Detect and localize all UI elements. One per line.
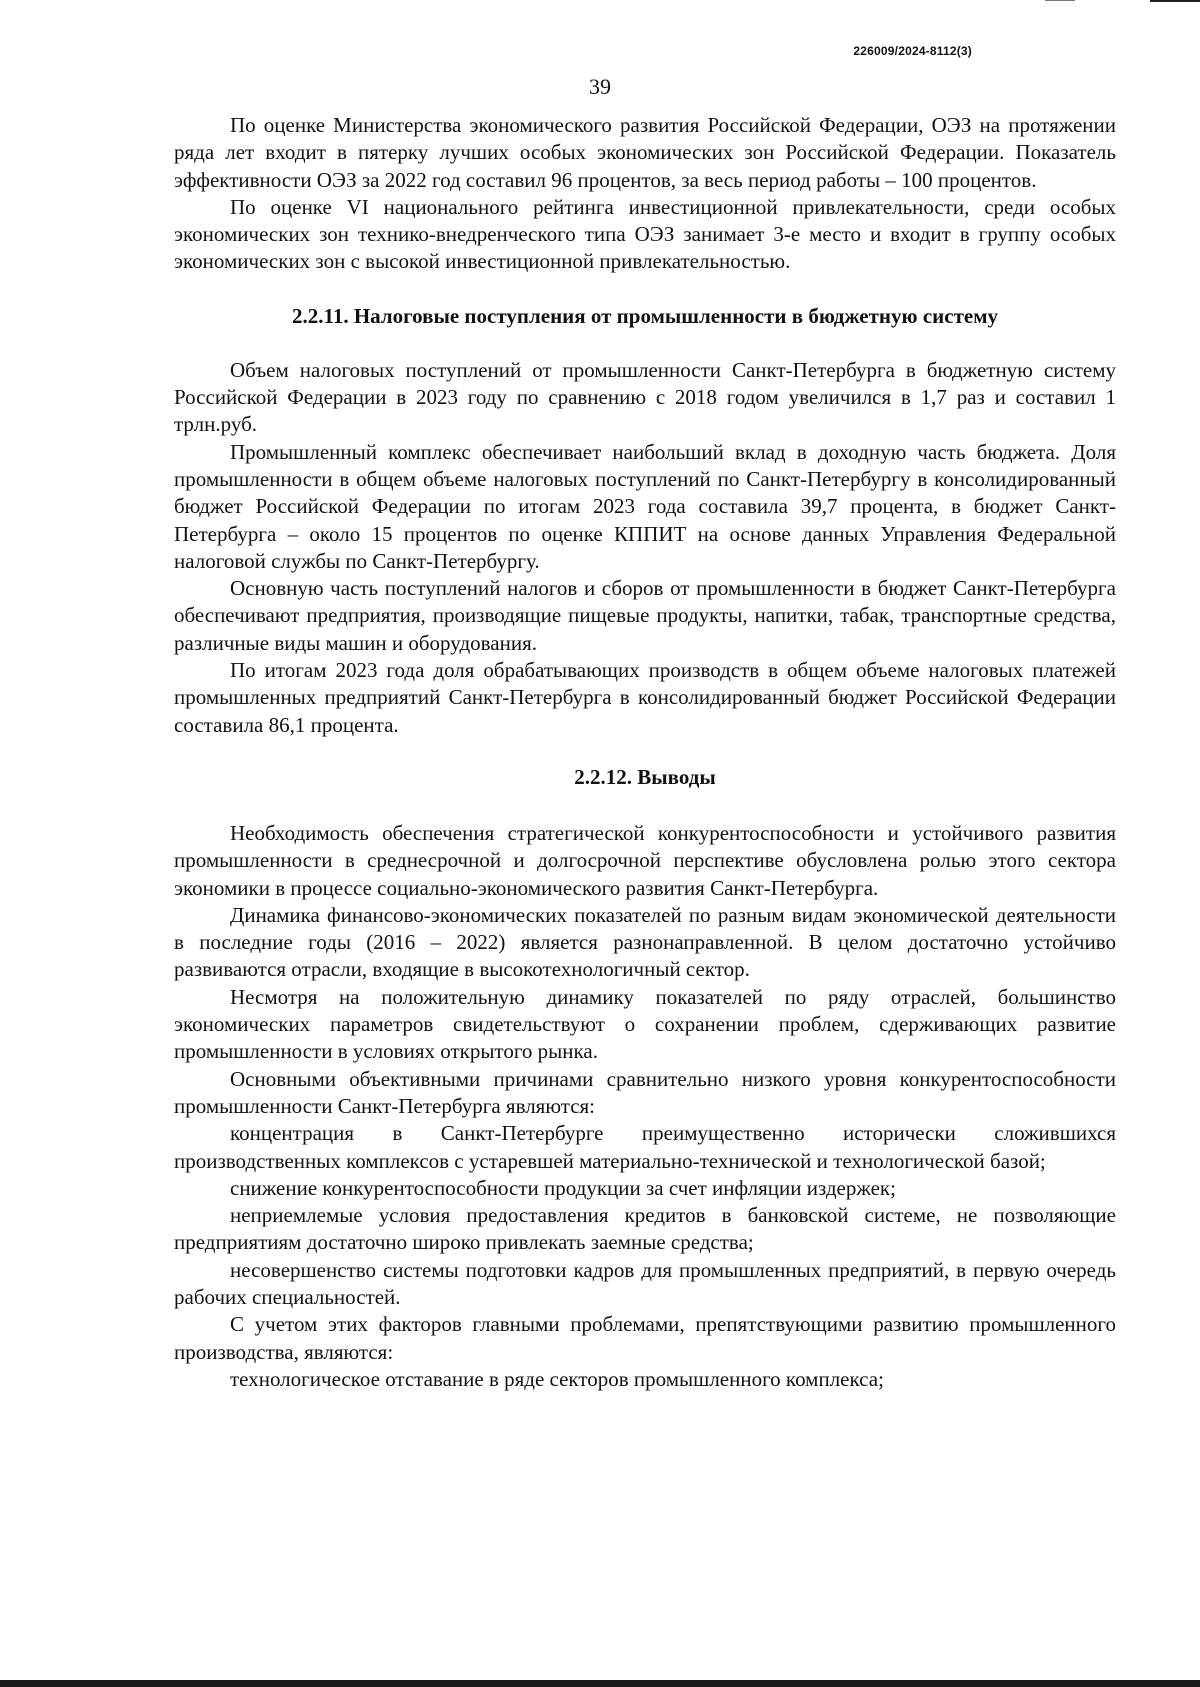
paragraph-main-problems-intro: С учетом этих факторов главными проблемами, препятствующими развитию промышленного производства, являются:: [174, 1312, 1116, 1364]
paragraph-manufacturing-share: По итогам 2023 года доля обрабатывающих производств в общем объеме налоговых платежей промышленных предприятий Санкт-Петербурга в консолидированный бюджет Российской Федерации составила 86,1 процента.: [174, 658, 1116, 737]
document-registration-number: 226009/2024-8112(3): [853, 44, 972, 58]
scan-edge-border: [0, 1680, 1200, 1687]
paragraph-competitiveness-need: Необходимость обеспечения стратегической конкурентоспособности и устойчивого развития промышленности в среднесрочной и долгосрочной перспективе обусловлена ролью этого сектора экономики в процессе социально-экономического развития Санкт-Петербурга.: [174, 820, 1116, 900]
section-heading-tax-revenue: 2.2.11. Налоговые поступления от промышленности в бюджетную систему: [291, 303, 999, 328]
document-body: [174, 112, 1116, 1393]
paragraph-causes-intro: Основными объективными причинами сравнительно низкого уровня конкурентоспособности промышленности Санкт-Петербурга являются:: [174, 1066, 1116, 1118]
paragraph-tax-volume: Объем налоговых поступлений от промышленности Санкт-Петербурга в бюджетную систему Российской Федерации в 2023 году по сравнению с 2018 годом увеличился в 1,7 раз и составил 1 трлн.руб.: [174, 357, 1116, 437]
paragraph-budget-share: Промышленный комплекс обеспечивает наибольший вклад в доходную часть бюджета. Доля промышленности в общем объеме налоговых поступлений по Санкт-Петербургу в консолидированный бюджет Российской Федерации по итогам 2023 года составила 39,7 процента, в бюджет Санкт-Петербурга – около 15 процентов по оценке КППИТ на основе данных Управления Федеральной налоговой службы по Санкт-Петербургу.: [174, 439, 1116, 573]
list-item-cause: снижение конкурентоспособности продукции за счет инфляции издержек;: [230, 1175, 896, 1200]
list-item-cause: несовершенство системы подготовки кадров для промышленных предприятий, в первую очередь рабочих специальностей.: [174, 1257, 1116, 1309]
paragraph-dynamics: Динамика финансово-экономических показателей по разным видам экономической деятельности в последние годы (2016 – 2022) является разнонаправленной. В целом достаточно устойчиво развиваются отрасли, входящие в высокотехнологичный сектор.: [174, 902, 1116, 982]
paragraph-oez-ranking: По оценке Министерства экономического развития Российской Федерации, ОЭЗ на протяжении ряда лет входит в пятерку лучших особых экономических зон Российской Федерации. Показатель эффективности ОЭЗ за 2022 год составил 96 процентов, за весь период работы – 100 процентов.: [174, 113, 1116, 192]
scan-edge-mark: [1150, 0, 1200, 2]
page-number: 39: [589, 74, 611, 99]
list-item-cause: концентрация в Санкт-Петербурге преимущественно исторически сложившихся производственных комплексов с устаревшей материально-технической и технологической базой;: [174, 1121, 1116, 1173]
paragraph-investment-rating: По оценке VI национального рейтинга инвестиционной привлекательности, среди особых экономических зон технико-внедренческого типа ОЭЗ занимает 3-е место и входит в группу особых экономических зон с высокой инвестиционной привлекательностью.: [174, 194, 1116, 274]
list-item-problem: технологическое отставание в ряде секторов промышленного комплекса;: [230, 1366, 884, 1391]
paragraph-main-contributors: Основную часть поступлений налогов и сборов от промышленности в бюджет Санкт-Петербурга обеспечивают предприятия, производящие пищевые продукты, напитки, табак, транспортные средства, различные виды машин и оборудования.: [174, 576, 1116, 655]
scan-edge-mark: [1045, 0, 1075, 1]
list-item-cause: неприемлемые условия предоставления кредитов в банковской системе, не позволяющие предприятиям достаточно широко привлекать заемные средства;: [174, 1203, 1116, 1255]
paragraph-problems: Несмотря на положительную динамику показателей по ряду отраслей, большинство экономических параметров свидетельствуют о сохранении проблем, сдерживающих развитие промышленности в условиях открытого рынка.: [174, 984, 1116, 1064]
section-heading-conclusions: 2.2.12. Выводы: [574, 764, 716, 789]
